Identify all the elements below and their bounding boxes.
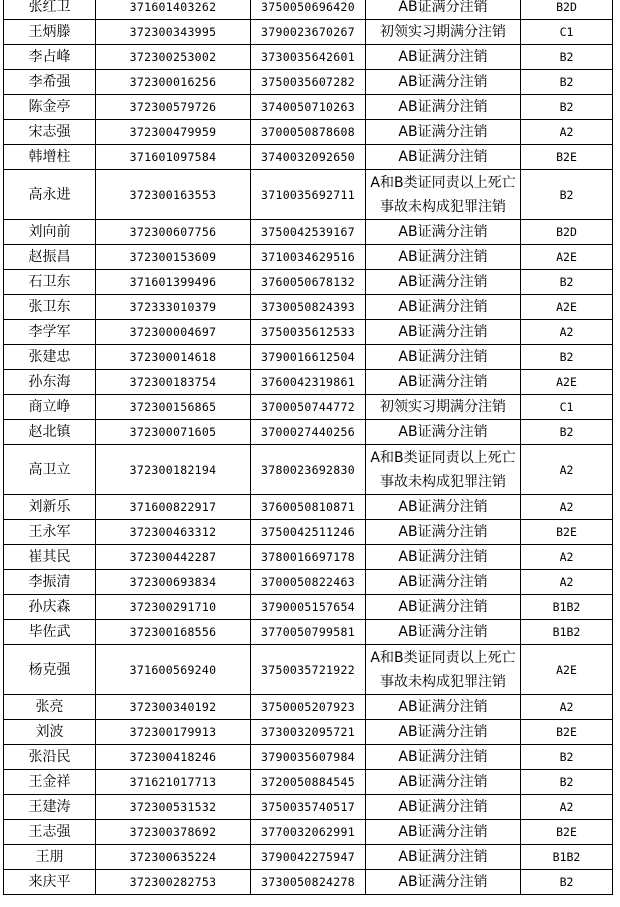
file-number-cell: 3700027440256 [251,420,366,445]
id-number-cell: 372300479959 [96,120,251,145]
file-number-cell: 3790023670267 [251,20,366,45]
cancellation-reason-cell: AB证满分注销 [366,45,521,70]
driver-name-cell: 来庆平 [4,870,96,895]
driver-name-cell: 毕佐武 [4,620,96,645]
id-number-cell: 372300442287 [96,545,251,570]
cancellation-reason-cell: AB证满分注销 [366,770,521,795]
id-number-cell: 372300282753 [96,870,251,895]
id-number-cell: 372300340192 [96,695,251,720]
license-class-cell: C1 [521,20,613,45]
driver-name-cell: 李希强 [4,70,96,95]
id-number-cell: 372300693834 [96,570,251,595]
table-row [4,695,613,720]
cancellation-reason-cell: AB证满分注销 [366,95,521,120]
file-number-cell: 3790016612504 [251,345,366,370]
table-row [4,45,613,70]
license-class-cell: B2 [521,420,613,445]
table-row [4,295,613,320]
table-row [4,495,613,520]
file-number-cell: 3740032092650 [251,145,366,170]
file-number-cell: 3730032095721 [251,720,366,745]
id-number-cell: 372300168556 [96,620,251,645]
table-row [4,445,613,495]
driver-name-cell: 刘向前 [4,220,96,245]
cancellation-table [3,0,613,895]
cancellation-reason-cell: A和B类证同责以上死亡事故未构成犯罪注销 [366,170,521,220]
table-body [4,0,613,895]
id-number-cell: 372300163553 [96,170,251,220]
id-number-cell: 371601097584 [96,145,251,170]
license-class-cell: B2D [521,0,613,20]
license-class-cell: A2E [521,295,613,320]
cancellation-reason-cell: 初领实习期满分注销 [366,395,521,420]
license-class-cell: B2E [521,520,613,545]
table-row [4,770,613,795]
license-class-cell: B2 [521,270,613,295]
id-number-cell: 372300156865 [96,395,251,420]
license-class-cell: A2 [521,320,613,345]
table-row [4,245,613,270]
file-number-cell: 3710035692711 [251,170,366,220]
id-number-cell: 372300014618 [96,345,251,370]
cancellation-reason-cell: AB证满分注销 [366,295,521,320]
file-number-cell: 3790042275947 [251,845,366,870]
driver-name-cell: 宋志强 [4,120,96,145]
table-row [4,170,613,220]
table-row [4,145,613,170]
cancellation-reason-cell: 初领实习期满分注销 [366,20,521,45]
cancellation-reason-cell: AB证满分注销 [366,70,521,95]
file-number-cell: 3780023692830 [251,445,366,495]
license-class-cell: B2 [521,870,613,895]
license-class-cell: A2 [521,570,613,595]
table-row [4,120,613,145]
cancellation-reason-cell: AB证满分注销 [366,845,521,870]
table-row [4,645,613,695]
license-class-cell: B1B2 [521,595,613,620]
file-number-cell: 3710034629516 [251,245,366,270]
license-class-cell: B2 [521,45,613,70]
license-class-cell: B2 [521,770,613,795]
license-class-cell: A2E [521,245,613,270]
table-row [4,570,613,595]
driver-name-cell: 王朋 [4,845,96,870]
id-number-cell: 372300635224 [96,845,251,870]
license-class-cell: B2 [521,170,613,220]
id-number-cell: 372300343995 [96,20,251,45]
id-number-cell: 372300004697 [96,320,251,345]
table-row [4,70,613,95]
id-number-cell: 372300418246 [96,745,251,770]
id-number-cell: 371621017713 [96,770,251,795]
driver-name-cell: 李振清 [4,570,96,595]
file-number-cell: 3780016697178 [251,545,366,570]
file-number-cell: 3750035607282 [251,70,366,95]
id-number-cell: 372300183754 [96,370,251,395]
file-number-cell: 3700050878608 [251,120,366,145]
cancellation-reason-cell: AB证满分注销 [366,695,521,720]
cancellation-reason-cell: AB证满分注销 [366,145,521,170]
driver-name-cell: 王建涛 [4,795,96,820]
id-number-cell: 372300378692 [96,820,251,845]
table-row [4,520,613,545]
table-row [4,620,613,645]
file-number-cell: 3760042319861 [251,370,366,395]
cancellation-reason-cell: AB证满分注销 [366,720,521,745]
table-row [4,370,613,395]
cancellation-reason-cell: AB证满分注销 [366,795,521,820]
driver-name-cell: 韩增柱 [4,145,96,170]
file-number-cell: 3750050696420 [251,0,366,20]
driver-name-cell: 杨克强 [4,645,96,695]
id-number-cell: 372300153609 [96,245,251,270]
driver-name-cell: 石卫东 [4,270,96,295]
id-number-cell: 372300531532 [96,795,251,820]
file-number-cell: 3750005207923 [251,695,366,720]
file-number-cell: 3740050710263 [251,95,366,120]
driver-name-cell: 王炳滕 [4,20,96,45]
file-number-cell: 3790035607984 [251,745,366,770]
license-class-cell: A2 [521,545,613,570]
cancellation-reason-cell: AB证满分注销 [366,745,521,770]
id-number-cell: 371600569240 [96,645,251,695]
license-class-cell: B1B2 [521,845,613,870]
driver-name-cell: 张红卫 [4,0,96,20]
license-class-cell: C1 [521,395,613,420]
file-number-cell: 3730050824393 [251,295,366,320]
driver-name-cell: 高卫立 [4,445,96,495]
driver-name-cell: 刘波 [4,720,96,745]
file-number-cell: 3790005157654 [251,595,366,620]
license-class-cell: B2D [521,220,613,245]
table-row [4,595,613,620]
driver-name-cell: 高永进 [4,170,96,220]
driver-name-cell: 刘新乐 [4,495,96,520]
cancellation-reason-cell: AB证满分注销 [366,545,521,570]
table-row [4,320,613,345]
driver-name-cell: 崔其民 [4,545,96,570]
driver-name-cell: 赵北镇 [4,420,96,445]
file-number-cell: 3770050799581 [251,620,366,645]
table-row [4,0,613,20]
table-row [4,820,613,845]
id-number-cell: 372300579726 [96,95,251,120]
cancellation-reason-cell: AB证满分注销 [366,320,521,345]
license-class-cell: A2 [521,695,613,720]
license-class-cell: B2 [521,95,613,120]
table-row [4,745,613,770]
file-number-cell: 3700050822463 [251,570,366,595]
cancellation-reason-cell: AB证满分注销 [366,570,521,595]
file-number-cell: 3770032062991 [251,820,366,845]
table-row [4,345,613,370]
file-number-cell: 3730050824278 [251,870,366,895]
id-number-cell: 372333010379 [96,295,251,320]
table-row [4,270,613,295]
id-number-cell: 371601403262 [96,0,251,20]
table-row [4,420,613,445]
table-row [4,845,613,870]
driver-name-cell: 张卫东 [4,295,96,320]
id-number-cell: 371601399496 [96,270,251,295]
id-number-cell: 372300071605 [96,420,251,445]
table-row [4,720,613,745]
license-class-cell: A2E [521,645,613,695]
cancellation-reason-cell: AB证满分注销 [366,495,521,520]
table-row [4,795,613,820]
file-number-cell: 3760050678132 [251,270,366,295]
id-number-cell: 372300182194 [96,445,251,495]
license-class-cell: A2 [521,795,613,820]
cancellation-reason-cell: AB证满分注销 [366,270,521,295]
driver-name-cell: 李占峰 [4,45,96,70]
driver-name-cell: 孙东海 [4,370,96,395]
license-class-cell: B2E [521,145,613,170]
license-class-cell: A2 [521,445,613,495]
driver-name-cell: 商立峥 [4,395,96,420]
id-number-cell: 372300291710 [96,595,251,620]
file-number-cell: 3750035612533 [251,320,366,345]
driver-name-cell: 张沿民 [4,745,96,770]
file-number-cell: 3720050884545 [251,770,366,795]
file-number-cell: 3700050744772 [251,395,366,420]
table-row [4,95,613,120]
id-number-cell: 372300016256 [96,70,251,95]
driver-name-cell: 陈金亭 [4,95,96,120]
id-number-cell: 372300607756 [96,220,251,245]
cancellation-reason-cell: AB证满分注销 [366,245,521,270]
file-number-cell: 3750042539167 [251,220,366,245]
table-row [4,870,613,895]
file-number-cell: 3730035642601 [251,45,366,70]
driver-name-cell: 王金祥 [4,770,96,795]
cancellation-reason-cell: AB证满分注销 [366,0,521,20]
driver-name-cell: 张建忠 [4,345,96,370]
license-class-cell: A2 [521,120,613,145]
id-number-cell: 371600822917 [96,495,251,520]
cancellation-reason-cell: AB证满分注销 [366,595,521,620]
table-row [4,545,613,570]
cancellation-reason-cell: AB证满分注销 [366,220,521,245]
id-number-cell: 372300463312 [96,520,251,545]
cancellation-reason-cell: AB证满分注销 [366,420,521,445]
file-number-cell: 3750035740517 [251,795,366,820]
table-row [4,395,613,420]
record-sheet [3,0,613,895]
license-class-cell: B2E [521,820,613,845]
cancellation-reason-cell: A和B类证同责以上死亡事故未构成犯罪注销 [366,445,521,495]
driver-name-cell: 王志强 [4,820,96,845]
id-number-cell: 372300179913 [96,720,251,745]
cancellation-reason-cell: AB证满分注销 [366,345,521,370]
driver-name-cell: 张亮 [4,695,96,720]
file-number-cell: 3750035721922 [251,645,366,695]
driver-name-cell: 赵振昌 [4,245,96,270]
file-number-cell: 3750042511246 [251,520,366,545]
cancellation-reason-cell: AB证满分注销 [366,870,521,895]
cancellation-reason-cell: AB证满分注销 [366,370,521,395]
id-number-cell: 372300253002 [96,45,251,70]
table-row [4,220,613,245]
cancellation-reason-cell: AB证满分注销 [366,120,521,145]
cancellation-reason-cell: A和B类证同责以上死亡事故未构成犯罪注销 [366,645,521,695]
driver-name-cell: 王永军 [4,520,96,545]
driver-name-cell: 孙庆森 [4,595,96,620]
cancellation-reason-cell: AB证满分注销 [366,520,521,545]
license-class-cell: B2 [521,745,613,770]
cancellation-reason-cell: AB证满分注销 [366,620,521,645]
license-class-cell: B1B2 [521,620,613,645]
license-class-cell: B2E [521,720,613,745]
file-number-cell: 3760050810871 [251,495,366,520]
driver-name-cell: 李学军 [4,320,96,345]
cancellation-reason-cell: AB证满分注销 [366,820,521,845]
license-class-cell: B2 [521,70,613,95]
license-class-cell: A2E [521,370,613,395]
license-class-cell: A2 [521,495,613,520]
table-row [4,20,613,45]
license-class-cell: B2 [521,345,613,370]
